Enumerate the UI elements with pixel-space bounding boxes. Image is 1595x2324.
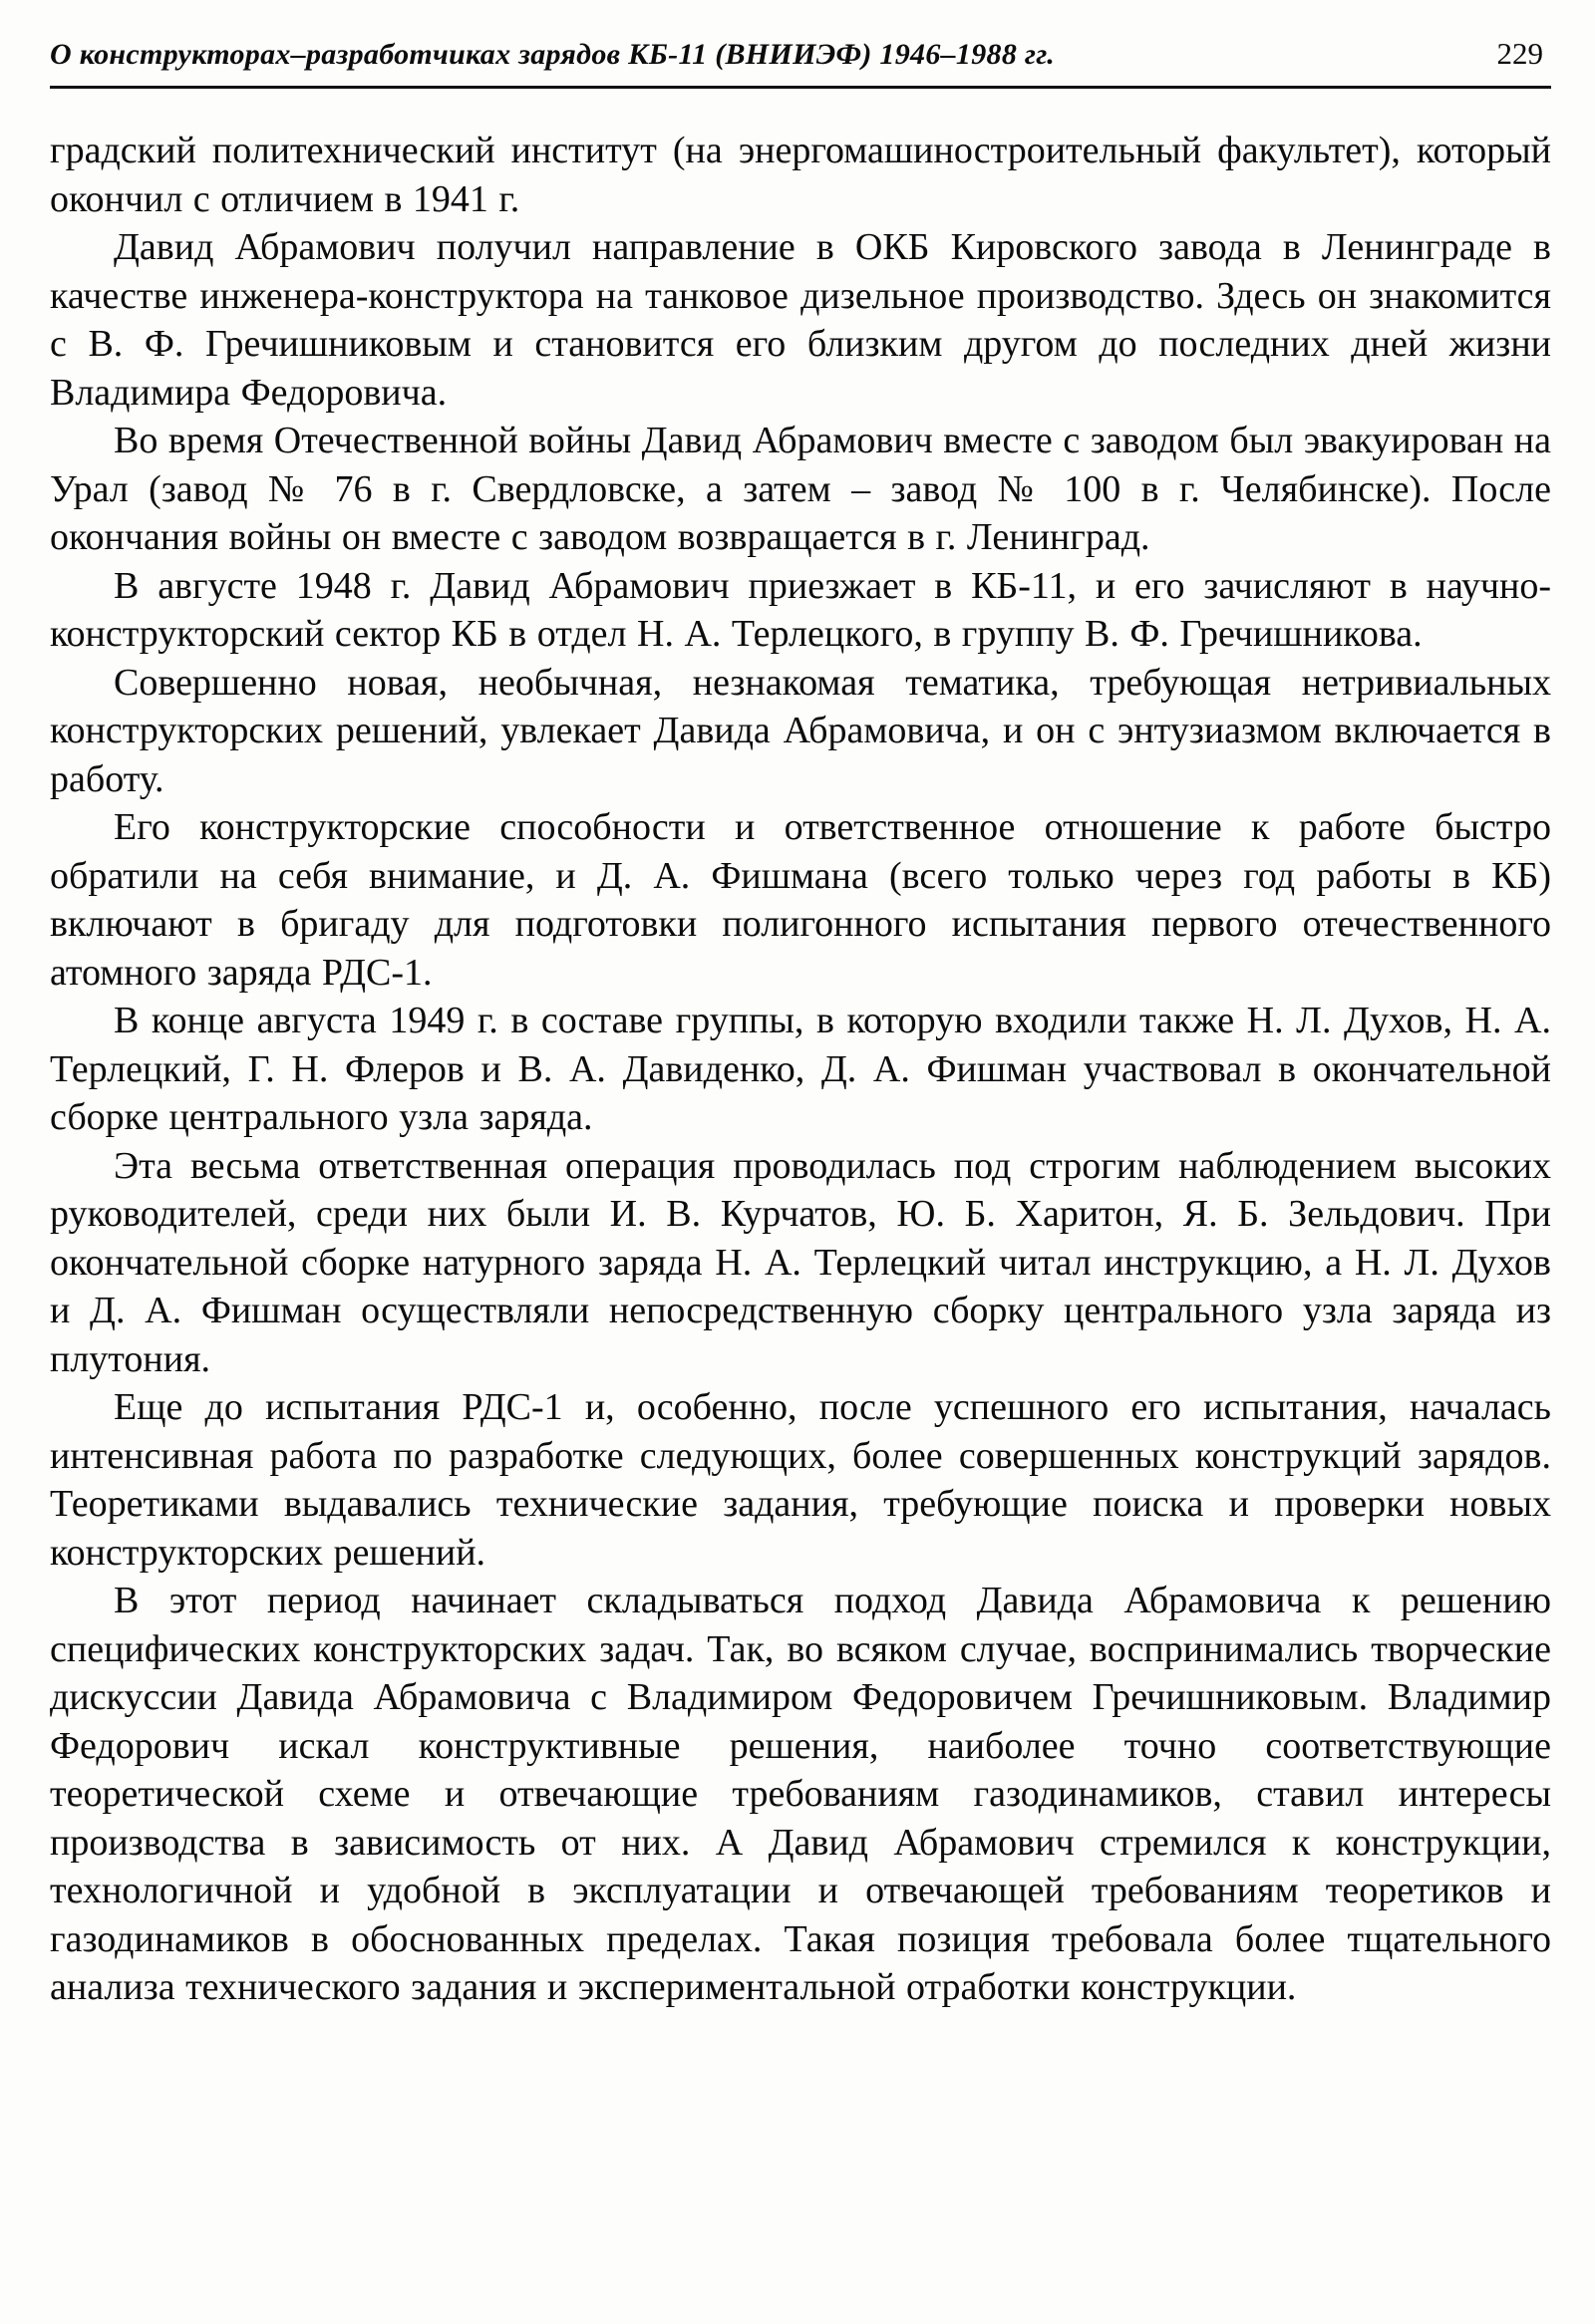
paragraph: Давид Абрамович получил направление в ОКБ Кировского завода в Ленинграде в качестве инженера-конструктора на танковое дизельное производство. Здесь он знакомится с В. Ф. Гречишниковым и становится его близким другом до последних дней жизни Владимира Федоровича. [50,226,1551,414]
page-header [50,30,1551,86]
paragraph: Еще до испытания РДС-1 и, особенно, после успешного его испытания, началась интенсивная работа по разработке следующих, более совершенных конструкций зарядов. Теоретиками выдавались технические задания, требующие поиска и проверки новых конструкторских решений. [50,1386,1551,1574]
paragraph: градский политехнический институт (на энергомашиностроительный факультет), который окончил с отличием в 1941 г. [50,130,1551,220]
paragraph: Эта весьма ответственная операция проводилась под строгим наблюдением высоких руководителей, среди них были И. В. Курчатов, Ю. Б. Харитон, Я. Б. Зельдович. При окончательной сборке натурного заряда Н. А. Терлецкий читал инструкцию, а Н. Л. Духов и Д. А. Фишман осуществляли непосредственную сборку центрального узла заряда из плутония. [50,1144,1551,1380]
page-number: 229 [1496,36,1543,71]
paragraph: Во время Отечественной войны Давид Абрамович вместе с заводом был эвакуирован на Урал (завод № 76 в г. Свердловске, а затем – завод № 100 в г. Челябинске). После окончания войны он вместе с заводом возвращается в г. Ленинград. [50,420,1551,558]
paragraph: В августе 1948 г. Давид Абрамович приезжает в КБ-11, и его зачисляют в научно-конструкторский сектор КБ в отдел Н. А. Терлецкого, в группу В. Ф. Гречишникова. [50,564,1551,655]
paragraph: В конце августа 1949 г. в составе группы, в которую входили также Н. Л. Духов, Н. А. Терлецкий, Г. Н. Флеров и В. А. Давиденко, Д. А. Фишман участвовал в окончательной сборке центрального узла заряда. [50,1000,1551,1138]
running-head-title: О конструкторах–разработчиках зарядов КБ-11 (ВНИИЭФ) 1946–1988 гг. [50,38,1056,71]
header-rule [50,86,1551,89]
document-body [50,127,1551,2012]
paragraph: Его конструкторские способности и ответственное отношение к работе быстро обратили на себя внимание, и Д. А. Фишмана (всего только через год работы в КБ) включают в бригаду для подготовки полигонного испытания первого отечественного атомного заряда РДС-1. [50,806,1551,994]
paragraph: Совершенно новая, необычная, незнакомая тематика, требующая нетривиальных конструкторских решений, увлекает Давида Абрамовича, и он с энтузиазмом включается в работу. [50,661,1551,800]
paragraph: В этот период начинает складываться подход Давида Абрамовича к решению специфических конструкторских задач. Так, во всяком случае, воспринимались творческие дискуссии Давида Абрамовича с Владимиром Федоровичем Гречишниковым. Владимир Федорович искал конструктивные решения, наиболее точно соответствующие теоретической схеме и отвечающие требованиям газодинамиков, ставил интересы производства в зависимость от них. А Давид Абрамович стремился к конструкции, технологичной и удобной в эксплуатации и отвечающей требованиям теоретиков и газодинамиков в обоснованных пределах. Такая позиция требовала более тщательного анализа технического задания и экспериментальной отработки конструкции. [50,1580,1551,2008]
